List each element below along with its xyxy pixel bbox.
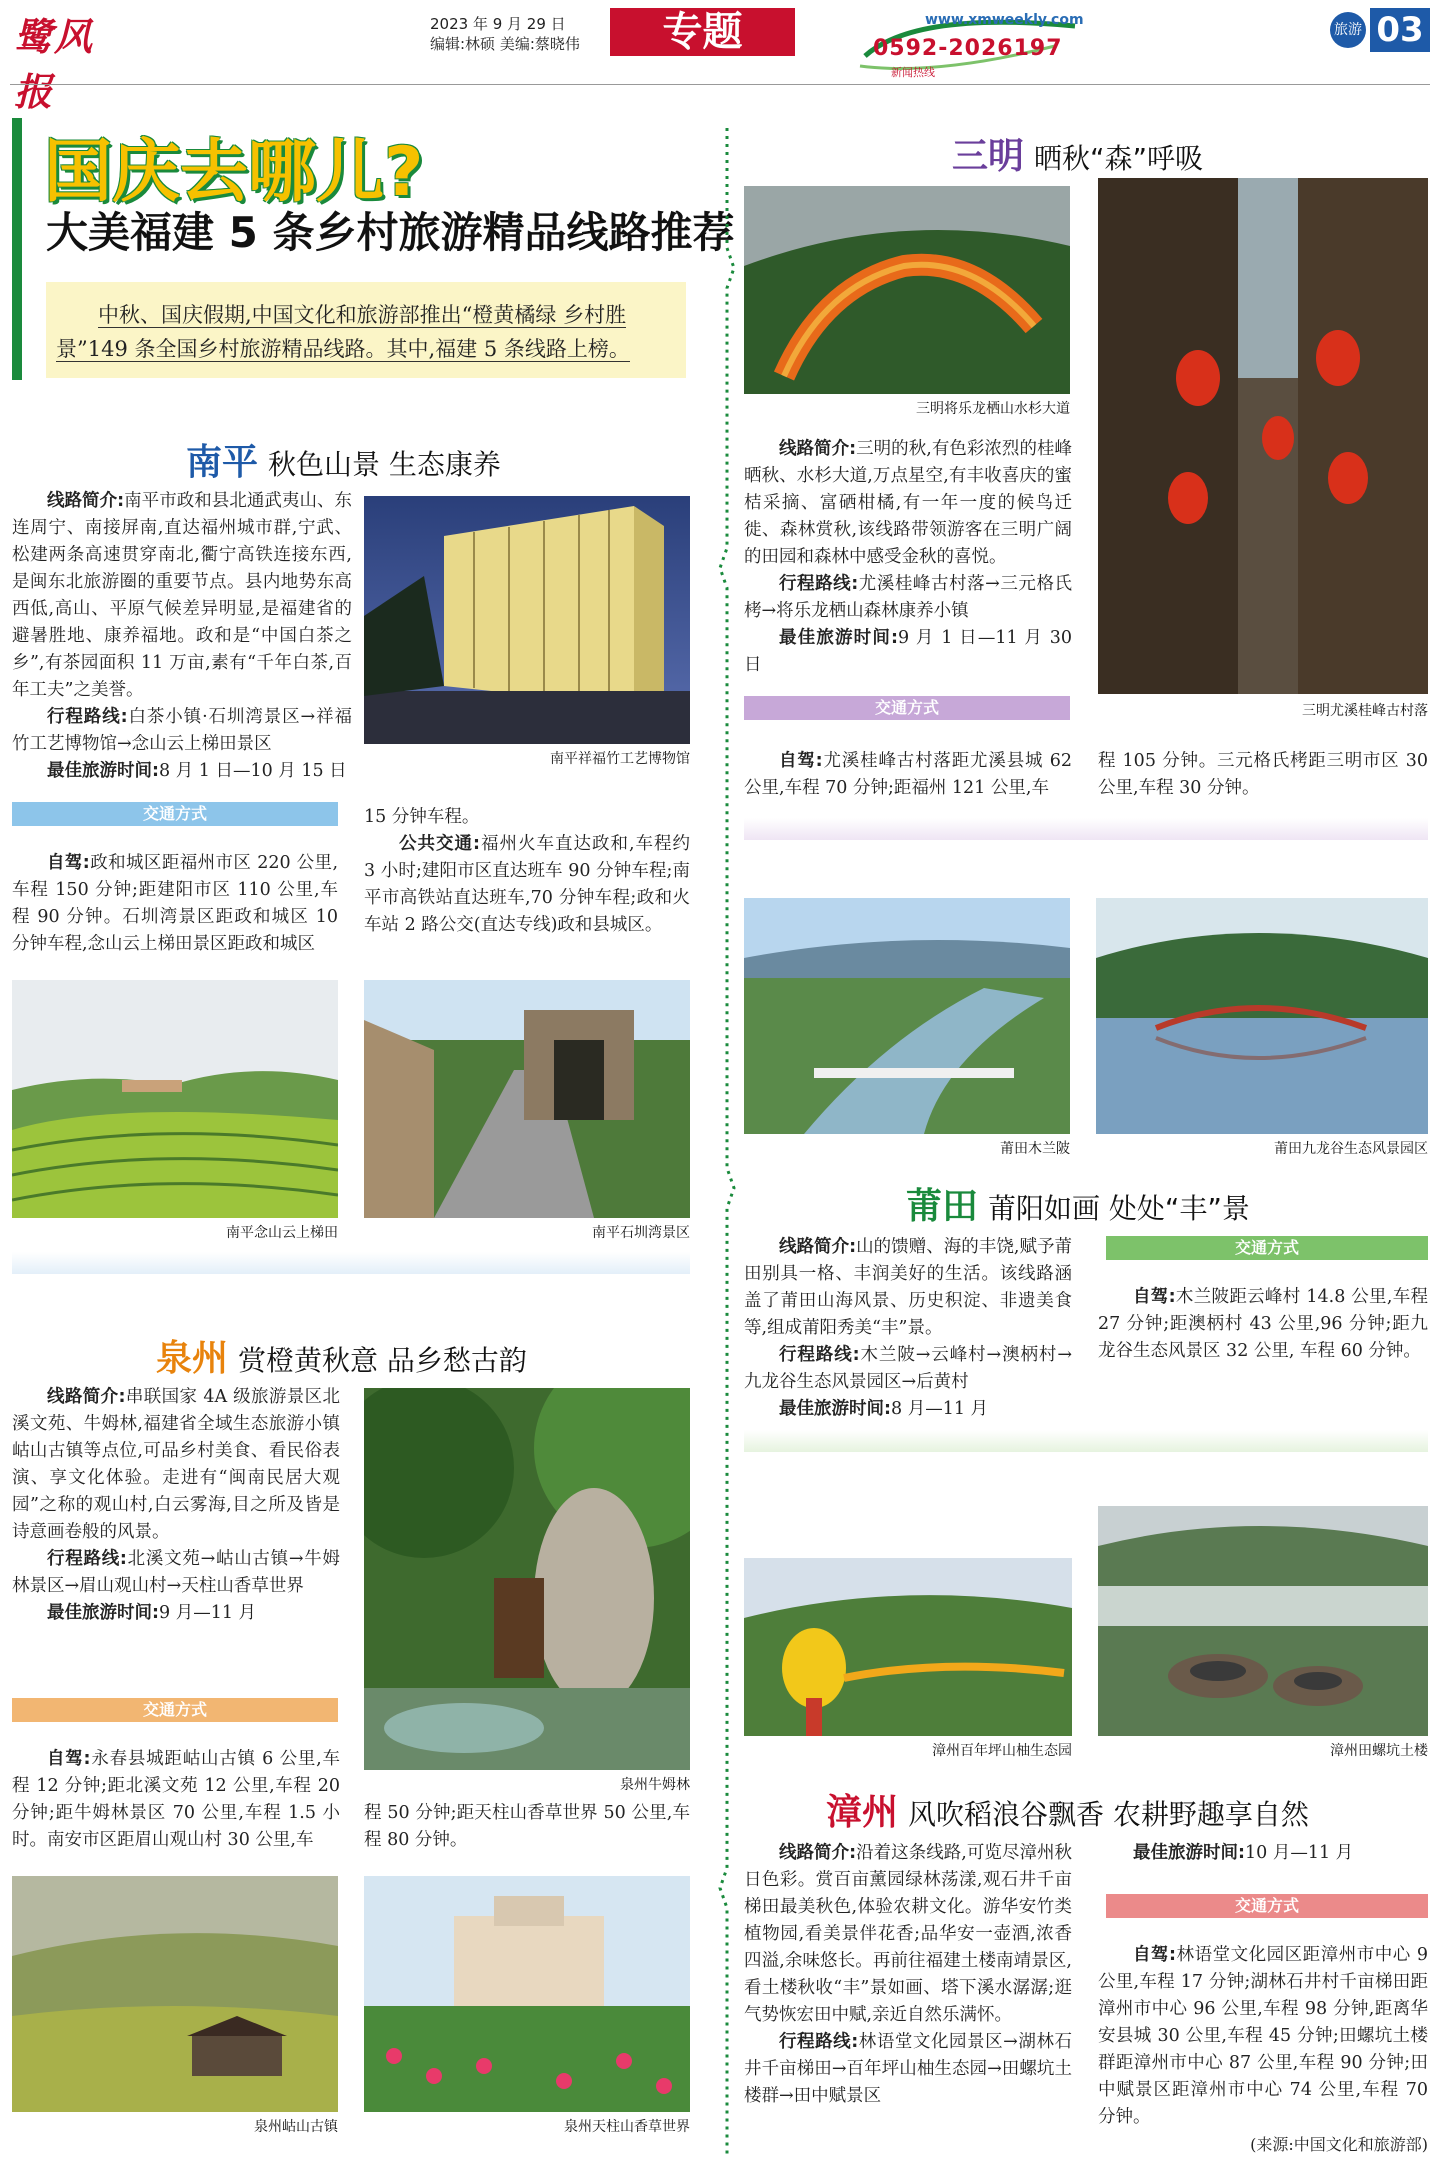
sanming-traffic-strip: 交通方式 [744,696,1070,720]
putian-caption-1: 莆田木兰陂 [1000,1141,1070,1157]
nanping-shizhenwan-photo [364,980,690,1218]
nanping-caption-2: 南平念山云上梯田 [226,1225,338,1241]
masthead-logo: 鹭风报 [14,14,95,114]
putian-caption-2: 莆田九龙谷生态风景园区 [1274,1141,1428,1157]
putian-city: 莆田 [906,1186,979,1227]
quanzhou-heading [156,1330,527,1381]
quanzhou-hushan-photo [12,1876,338,2112]
quanzhou-slogan: 赏橙黄秋意 品乡愁古韵 [238,1344,527,1377]
zhangzhou-body: 线路简介:沿着这条线路,可览尽漳州秋日色彩。赏百亩薰园绿林荡漾,观石井千亩梯田最美秋色,体验农耕文化。游华安竹类植物园,看美景伴花香;品华安一壶酒,浓香四溢,余味悠长。再前往福建土楼南靖景区,看土楼秋收“丰”景如画、塔下溪水潺潺;逛气势恢宏田中赋,亲近自然乐满怀。 行程路线:林语堂文化园景区→湖林石井千亩梯田→百年坪山柚生态园→田螺坑土楼群→田中赋景区 [744,1843,1073,2106]
putian-jiulonggu-photo [1096,898,1428,1134]
sanming-fade [744,818,1428,840]
issue-editors: 编辑:林硕 美编:蔡晓伟 [430,35,580,53]
quanzhou-body: 线路简介:串联国家 4A 级旅游景区北溪文苑、牛姆林,福建省全域生态旅游小镇岵山古镇等点位,可品乡村美食、看民俗表演、享文化体验。走进有“闽南民居大观园”之称的观山村,白云雾海,目之所及皆是诗意画卷般的风景。 行程路线:北溪文苑→岵山古镇→牛姆林景区→眉山观山村→天柱山香草世界 最佳旅游时间:9 月—11 月 [12,1387,341,1623]
putian-slogan: 莆阳如画 处处“丰”景 [988,1192,1250,1225]
intro-text: 中秋、国庆假期,中国文化和旅游部推出“橙黄橘绿 乡村胜景”149 条全国乡村旅游精品线路。其中,福建 5 条线路上榜。 [56,303,630,361]
issue-info [430,14,580,54]
nanping-caption-1: 南平祥福竹工艺博物馆 [550,751,690,767]
section-label: 专题 [610,8,795,56]
sanming-drive-cont: 程 105 分钟。三元格氏栲距三明市区 30 公里,车程 30 分钟。 [1098,751,1428,798]
sanming-body: 线路简介:三明的秋,有色彩浓烈的桂峰晒秋、水杉大道,万点星空,有丰收喜庆的蜜桔采摘、富硒柑橘,有一年一度的候鸟迁徙、森林赏秋,该线路带领游客在三明广阔的田园和森林中感受金秋的喜悦。 行程路线:尤溪桂峰古村落→三元格氏栲→将乐龙栖山森林康养小镇 最佳旅游时间:9 月 1 日—11 月 30 日 [744,439,1073,675]
sanming-slogan: 晒秋“森”呼吸 [1034,142,1204,175]
nanping-heading [186,434,501,485]
quanzhou-drive-cont: 程 50 分钟;距天柱山香草世界 50 公里,车程 80 分钟。 [364,1803,690,1850]
zhangzhou-caption-2: 漳州田螺坑土楼 [1330,1743,1428,1759]
nanping-museum-photo [364,496,690,744]
hotline-phone: 0592-2026197 [873,36,1063,61]
quanzhou-tianzhushan-photo [364,1876,690,2112]
quanzhou-caption-2: 泉州岵山古镇 [254,2119,338,2135]
putian-traffic-strip: 交通方式 [1106,1236,1428,1260]
nanping-traffic-strip: 交通方式 [12,802,338,826]
putian-drive: 自驾:木兰陂距云峰村 14.8 公里,车程 27 分钟;距澳柄村 43 公里,96 分钟;距九龙谷生态风景区 32 公里, 车程 60 分钟。 [1098,1287,1428,1361]
sanming-shanshan-photo [744,186,1070,394]
page-title: 国庆去哪儿? [44,133,424,212]
hotline-label: 新闻热线 [891,66,935,79]
quanzhou-city: 泉州 [156,1338,229,1379]
sanming-heading [952,128,1203,179]
sanming-city: 三明 [952,136,1025,177]
sanming-drive: 自驾:尤溪桂峰古村落距尤溪县城 62 公里,车程 70 分钟;距福州 121 公里,车 [744,751,1072,798]
zhangzhou-traffic-strip: 交通方式 [1106,1894,1428,1918]
page-number-block [1330,8,1432,52]
nanping-body: 线路简介:南平市政和县北通武夷山、东连周宁、南接屏南,直达福州城市群,宁武、松建两条高速贯穿南北,衢宁高铁连接东西,是闽东北旅游圈的重要节点。县内地势东高西低,高山、平原气候差异明显,是福建省的避暑胜地、康养福地。政和是“中国白茶之乡”,有茶园面积 11 万亩,素有“千年白茶,百年工夫”之美誉。 行程路线:白茶小镇·石圳湾景区→祥福竹工艺博物馆→念山云上梯田景区 最佳旅游时间:8 月 1 日—10 月 15 日 [12,491,353,781]
quanzhou-caption-3: 泉州天柱山香草世界 [564,2119,690,2135]
zhangzhou-city: 漳州 [826,1792,899,1833]
zhangzhou-best: 最佳旅游时间:10 月—11 月 [1133,1843,1354,1863]
zhangzhou-pomelo-photo [744,1558,1072,1736]
source-note: (来源:中国文化和旅游部) [1250,2135,1428,2154]
zhangzhou-heading [826,1784,1309,1835]
nanping-transit: 15 分钟车程。 公共交通:福州火车直达政和,车程约 3 小时;建阳市区直达班车 90 分钟车程;南平市高铁站直达班车,70 分钟车程;政和火车站 2 路公交(直达专线)政和县城区。 [364,807,690,935]
nanping-slogan: 秋色山景 生态康养 [268,448,501,481]
site-url[interactable]: www.xmweekly.com [925,12,1084,28]
putian-fade [744,1430,1428,1452]
page-subtitle: 大美福建 5 条乡村旅游精品线路推荐 [46,208,735,257]
sanming-guifeng-photo [1098,178,1428,694]
putian-body: 线路简介:山的馈赠、海的丰饶,赋予莆田别具一格、丰润美好的生活。该线路涵盖了莆田山海风景、历史积淀、非遗美食等,组成莆阳秀美“丰”景。 行程路线:木兰陂→云峰村→澳柄村→九龙谷生态风景园区→后黄村 最佳旅游时间:8 月—11 月 [744,1237,1073,1419]
quanzhou-niumulin-photo [364,1388,690,1770]
column-divider [712,128,742,2158]
putian-heading [906,1178,1250,1229]
sanming-caption-1: 三明将乐龙栖山水杉大道 [916,401,1070,417]
nanping-fade [12,1252,690,1274]
nanping-drive: 自驾:政和城区距福州市区 220 公里,车程 150 分钟;距建阳市区 110 公里,车程 90 分钟。石圳湾景区距政和城区 10 分钟车程,念山云上梯田景区距政和城区 [12,853,339,954]
header-rule [10,84,1430,85]
putian-mulanpi-photo [744,898,1070,1134]
title-accent-bar [12,118,22,380]
nanping-terrace-photo [12,980,338,1218]
hotline-block [855,8,1085,78]
zhangzhou-caption-1: 漳州百年坪山柚生态园 [932,1743,1072,1759]
issue-date: 2023 年 9 月 29 日 [430,15,566,33]
zhangzhou-drive: 自驾:林语堂文化园区距漳州市中心 9 公里,车程 17 分钟;湖林石井村千亩梯田距漳州市中心 96 公里,车程 98 分钟,距离华安县城 30 公里,车程 45 分钟;田螺坑土楼群距漳州市中心 87 公里,车程 90 分钟;田中赋景区距漳州市中心 74 公里,车程 70 分钟。 (来源:中国文化和旅游部) [1098,1942,1428,2158]
zhangzhou-slogan: 风吹稻浪谷飘香 农耕野趣享自然 [908,1798,1309,1831]
zhangzhou-tianluokeng-photo [1098,1506,1428,1736]
nanping-city: 南平 [186,442,259,483]
sanming-caption-2: 三明尤溪桂峰古村落 [1302,703,1428,719]
quanzhou-traffic-strip: 交通方式 [12,1698,338,1722]
quanzhou-drive: 自驾:永春县城距岵山古镇 6 公里,车程 12 分钟;距北溪文苑 12 公里,车程 20 分钟;距牛姆林景区 70 公里,车程 1.5 小时。南安市区距眉山观山村 30 公里,车 [12,1749,341,1850]
page-number: 03 [1370,8,1430,52]
quanzhou-caption-1: 泉州牛姆林 [620,1777,690,1793]
nanping-caption-3: 南平石圳湾景区 [592,1225,690,1241]
travel-badge: 旅游 [1330,12,1366,48]
